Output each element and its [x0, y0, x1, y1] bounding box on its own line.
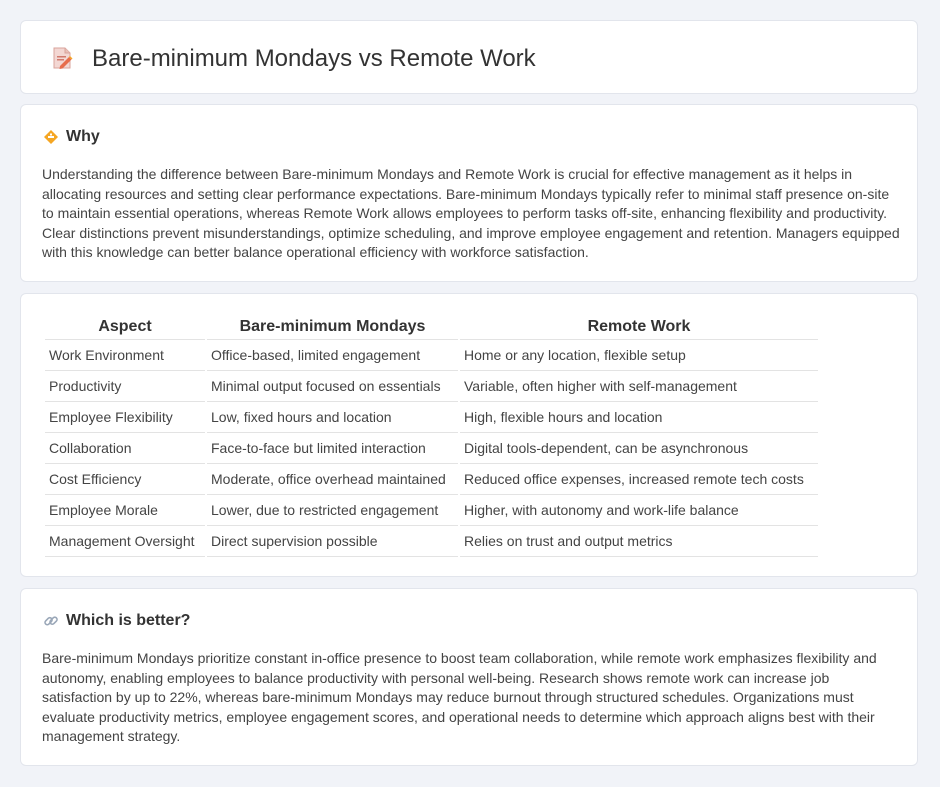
table-cell: Variable, often higher with self-management: [460, 371, 818, 402]
table-header-row: [45, 314, 818, 340]
table-cell: Higher, with autonomy and work-life balance: [460, 495, 818, 526]
table-cell: Moderate, office overhead maintained: [207, 464, 458, 495]
title-card: [20, 20, 918, 94]
comparison-section: [20, 293, 918, 577]
table-cell: Cost Efficiency: [45, 464, 205, 495]
table-row: [45, 340, 818, 371]
why-heading: Why: [66, 128, 100, 145]
warning-diamond-icon: [43, 129, 59, 145]
why-text: Understanding the difference between Bare-minimum Mondays and Remote Work is crucial for effective management as it helps in allocating resources and setting clear performance expectations. Bare-minimum Mondays typically refer to minimal staff presence on-site to maintain essential operations, whereas Remote Work allows employees to perform tasks off-site, enhancing flexibility and productivity. Clear distinctions prevent misunderstandings, optimize scheduling, and improve employee engagement and retention. Managers equipped with this knowledge can better balance operational efficiency with workforce satisfaction.: [42, 166, 900, 261]
link-icon: [43, 613, 59, 629]
better-heading-row: [43, 611, 190, 631]
table-cell: Digital tools-dependent, can be asynchronous: [460, 433, 818, 464]
table-cell: Employee Flexibility: [45, 402, 205, 433]
table-row: [45, 371, 818, 402]
why-heading-row: [43, 127, 100, 147]
column-header-remote: Remote Work: [460, 314, 818, 340]
document-pencil-icon: [49, 45, 75, 71]
table-cell: Management Oversight: [45, 526, 205, 557]
table-row: [45, 526, 818, 557]
table-cell: Lower, due to restricted engagement: [207, 495, 458, 526]
table-row: [45, 464, 818, 495]
table-cell: Employee Morale: [45, 495, 205, 526]
table-cell: Low, fixed hours and location: [207, 402, 458, 433]
table-cell: Minimal output focused on essentials: [207, 371, 458, 402]
column-header-aspect: Aspect: [45, 314, 205, 340]
better-text: Bare-minimum Mondays prioritize constant in-office presence to boost team collaboration, while remote work emphasizes flexibility and autonomy, enabling employees to balance productivity with personal well-being. Research shows remote work can increase job satisfaction by up to 22%, whereas bare-minimum Mondays may reduce burnout through structured schedules. Organizations must evaluate productivity metrics, employee engagement scores, and operational needs to determine which approach aligns best with their management strategy.: [42, 650, 877, 745]
table-cell: Face-to-face but limited interaction: [207, 433, 458, 464]
table-cell: Work Environment: [45, 340, 205, 371]
better-heading: Which is better?: [66, 612, 191, 629]
table-cell: Productivity: [45, 371, 205, 402]
page-title: Bare-minimum Mondays vs Remote Work: [92, 45, 536, 72]
table-row: [45, 495, 818, 526]
table-cell: Home or any location, flexible setup: [460, 340, 818, 371]
table-cell: High, flexible hours and location: [460, 402, 818, 433]
table-cell: Collaboration: [45, 433, 205, 464]
table-cell: Relies on trust and output metrics: [460, 526, 818, 557]
table-cell: Reduced office expenses, increased remote tech costs: [460, 464, 818, 495]
table-row: [45, 402, 818, 433]
table-cell: Direct supervision possible: [207, 526, 458, 557]
why-section: [20, 104, 918, 282]
column-header-bare-minimum: Bare-minimum Mondays: [207, 314, 458, 340]
comparison-table: [43, 314, 820, 557]
table-row: [45, 433, 818, 464]
which-is-better-section: [20, 588, 918, 766]
table-cell: Office-based, limited engagement: [207, 340, 458, 371]
